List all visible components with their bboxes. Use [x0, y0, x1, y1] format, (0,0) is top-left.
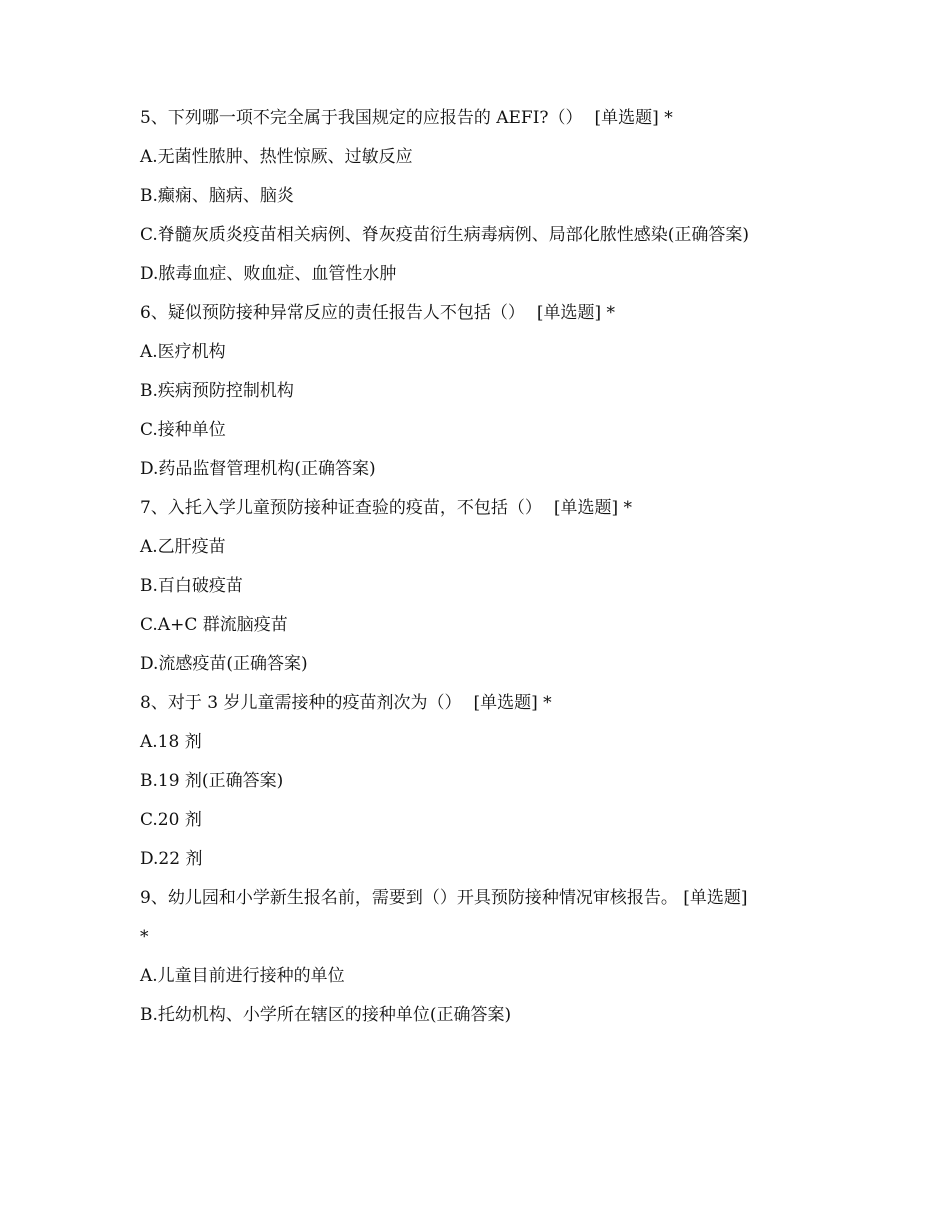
- question-type: *: [140, 927, 149, 947]
- question-type: [单选题] *: [594, 108, 673, 128]
- question-title: [140, 884, 810, 952]
- question-list: [140, 104, 810, 1040]
- question-title: [140, 689, 810, 718]
- option-item: C.20 剂: [140, 810, 202, 830]
- option-item: A.无菌性脓肿、热性惊厥、过敏反应: [140, 147, 413, 167]
- option-item: A.医疗机构: [140, 342, 226, 362]
- option-item: B.百白破疫苗: [140, 576, 243, 596]
- question-block: [140, 494, 810, 679]
- question-text: 5、下列哪一项不完全属于我国规定的应报告的 AEFI?（）: [140, 108, 583, 128]
- option-item: C.脊髓灰质炎疫苗相关病例、脊灰疫苗衍生病毒病例、局部化脓性感染(正确答案): [140, 225, 750, 245]
- option-item: B.托幼机构、小学所在辖区的接种单位(正确答案): [140, 1005, 512, 1025]
- question-type: [单选题] *: [553, 498, 632, 518]
- question-text: 7、入托入学儿童预防接种证查验的疫苗，不包括（）: [140, 498, 542, 518]
- option-list: [140, 728, 810, 874]
- option-item: B.19 剂(正确答案): [140, 771, 284, 791]
- question-text: 9、幼儿园和小学新生报名前，需要到（）开具预防接种情况审核报告。 [单选题]: [140, 888, 748, 908]
- question-block: [140, 104, 810, 289]
- option-item: A.18 剂: [140, 732, 202, 752]
- question-title: [140, 494, 810, 523]
- option-item: A.乙肝疫苗: [140, 537, 226, 557]
- option-item: D.脓毒血症、败血症、血管性水肿: [140, 264, 397, 284]
- question-title: [140, 299, 810, 328]
- question-block: [140, 299, 810, 484]
- option-item: B.癫痫、脑病、脑炎: [140, 186, 294, 206]
- option-item: C.接种单位: [140, 420, 226, 440]
- option-item: D.药品监督管理机构(正确答案): [140, 459, 376, 479]
- option-item: D.22 剂: [140, 849, 203, 869]
- option-list: [140, 338, 810, 484]
- question-text: 6、疑似预防接种异常反应的责任报告人不包括（）: [140, 303, 525, 323]
- option-list: [140, 143, 810, 289]
- option-item: D.流感疫苗(正确答案): [140, 654, 308, 674]
- question-block: [140, 689, 810, 874]
- question-text: 8、对于 3 岁儿童需接种的疫苗剂次为（）: [140, 693, 462, 713]
- option-item: A.儿童目前进行接种的单位: [140, 966, 345, 986]
- question-type: [单选题] *: [536, 303, 615, 323]
- question-title: [140, 104, 810, 133]
- option-list: [140, 533, 810, 679]
- question-block: [140, 884, 810, 1030]
- option-list: [140, 962, 810, 1030]
- option-item: B.疾病预防控制机构: [140, 381, 294, 401]
- question-type: [单选题] *: [473, 693, 552, 713]
- option-item: C.A+C 群流脑疫苗: [140, 615, 288, 635]
